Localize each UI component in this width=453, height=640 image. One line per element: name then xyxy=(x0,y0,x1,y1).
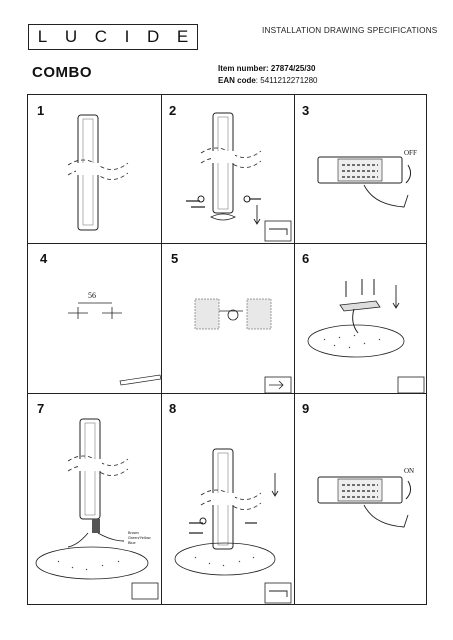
step-number: 3 xyxy=(302,103,310,118)
step-number: 9 xyxy=(302,401,310,416)
power-off-illustration xyxy=(294,95,428,243)
item-number-label: Item number xyxy=(218,64,267,73)
logo-letter: D xyxy=(146,27,160,46)
step-number: 7 xyxy=(37,401,45,416)
brand-logo xyxy=(28,24,198,50)
wire-legend xyxy=(128,531,150,546)
step-panel-6 xyxy=(294,243,428,393)
item-number-value: : 27874/25/30 xyxy=(266,64,316,73)
step-panel-3 xyxy=(294,95,428,243)
wire-label: Green/Yellow xyxy=(128,536,151,540)
on-label: ON xyxy=(404,467,415,475)
logo-letter: I xyxy=(124,27,130,46)
step-number: 6 xyxy=(302,251,310,266)
step-panel-4 xyxy=(28,243,161,393)
lamp-tube-illustration xyxy=(28,95,161,243)
fix-lamp-illustration xyxy=(161,393,294,606)
wire-label: Brown xyxy=(128,531,139,535)
measurement-label: 56 xyxy=(88,291,96,300)
logo-letter: L xyxy=(37,27,48,46)
step-panel-2 xyxy=(161,95,294,243)
document-title: INSTALLATION DRAWING SPECIFICATIONS xyxy=(262,26,438,35)
power-on-illustration xyxy=(294,393,428,606)
step-panel-9 xyxy=(294,393,428,606)
lamp-screws-illustration xyxy=(161,95,294,243)
step-number: 8 xyxy=(169,401,177,416)
wiring-illustration xyxy=(28,393,161,606)
step-panel-1 xyxy=(28,95,161,243)
mount-base-illustration xyxy=(294,243,428,393)
instruction-grid xyxy=(27,94,427,605)
step-number: 2 xyxy=(169,103,177,118)
product-name: COMBO xyxy=(32,64,92,81)
step-number: 5 xyxy=(171,251,179,266)
step-panel-8 xyxy=(161,393,294,606)
logo-letter: E xyxy=(176,27,189,46)
product-meta xyxy=(218,63,318,87)
ean-value: : 5411212271280 xyxy=(255,76,318,85)
off-label: OFF xyxy=(404,149,417,157)
wall-plug-illustration xyxy=(161,243,294,393)
step-number: 1 xyxy=(37,103,45,118)
logo-letter: C xyxy=(94,27,108,46)
drill-holes-illustration xyxy=(28,243,161,393)
logo-letter: U xyxy=(64,27,78,46)
wire-label: Blue xyxy=(128,541,136,545)
step-panel-5 xyxy=(161,243,294,393)
step-number: 4 xyxy=(40,251,48,266)
step-panel-7 xyxy=(28,393,161,606)
ean-label: EAN code xyxy=(218,76,256,85)
